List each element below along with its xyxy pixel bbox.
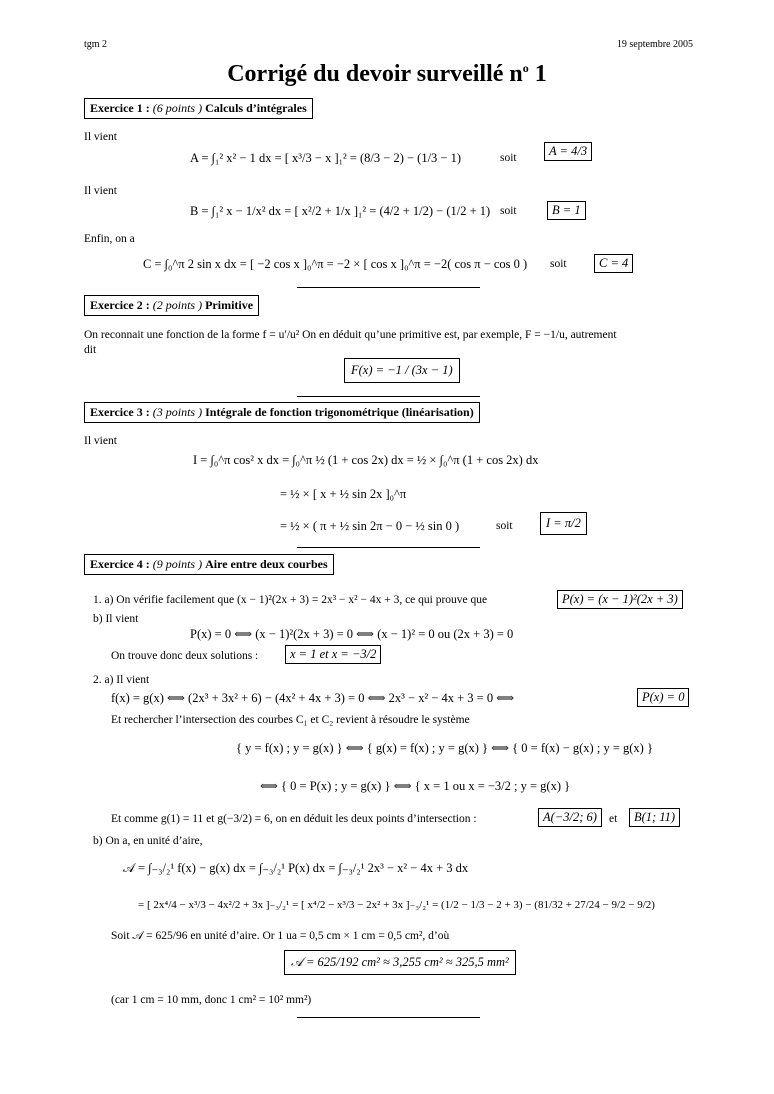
ex1-equation-c: C = ∫₀^π 2 sin x dx = [ −2 cos x ]₀^π = −2 × [ cos x ]₀^π = −2( cos π − cos 0 ) xyxy=(143,257,528,271)
ex4-result-2a: P(x) = 0 xyxy=(637,688,689,707)
ex2-result: F(x) = −1 / (3x − 1) xyxy=(344,358,460,383)
ex1-il-vient-2: Il vient xyxy=(84,185,117,197)
header-left: tgm 2 xyxy=(84,39,108,50)
ex4-points-text: Et comme g(1) = 11 et g(−3/2) = 6, on en déduit les deux points d’intersection : xyxy=(111,813,477,825)
ex4-q2b: b) On a, en unité d’aire, xyxy=(93,835,203,847)
ex2-text-line-1: On reconnait une fonction de la forme f = u′/u² On en déduit qu’une primitive est, par exemple, F = −1/u, autrement xyxy=(84,329,617,341)
ex1-result-a: A = 4/3 xyxy=(544,142,592,161)
ex2-text-line-2: dit xyxy=(84,344,97,356)
ex4-result-1a: P(x) = (x − 1)²(2x + 3) xyxy=(557,590,683,609)
ex3-soit: soit xyxy=(496,520,513,532)
section-divider xyxy=(297,1017,480,1018)
ex4-point-a: A(−3/2; 6) xyxy=(538,808,602,827)
ex4-equation-2a: f(x) = g(x) ⟺ (2x³ + 3x² + 6) − (4x² + 4x + 3) = 0 ⟺ 2x³ − x² − 4x + 3 = 0 ⟺ xyxy=(111,691,515,705)
ex4-intersection-text: Et rechercher l’intersection des courbes C₁ et C₂ revient à résoudre le système xyxy=(111,714,470,726)
exercise-3-heading: Exercice 3 : (3 points ) Intégrale de fonction trigonométrique (linéarisation) xyxy=(84,402,480,423)
exercise-4-heading: Exercice 4 : (9 points ) Aire entre deux courbes xyxy=(84,554,334,575)
ex4-q2a: 2. a) Il vient xyxy=(93,674,150,686)
ex4-et: et xyxy=(609,813,618,825)
page-title: Corrigé du devoir surveillé $n^o$ 1 xyxy=(227,61,547,87)
ex3-line-1: I = ∫₀^π cos² x dx = ∫₀^π ½ (1 + cos 2x) dx = ½ × ∫₀^π (1 + cos 2x) dx xyxy=(193,453,539,467)
ex1-soit-a: soit xyxy=(500,152,517,164)
exercise-1-heading: Exercice 1 : (6 points ) Calculs d’intégrales xyxy=(84,98,313,119)
ex1-soit-c: soit xyxy=(550,258,567,270)
ex4-area-line-1: 𝒜 = ∫₋₃/₂¹ f(x) − g(x) dx = ∫₋₃/₂¹ P(x) dx = ∫₋₃/₂¹ 2x³ − x² − 4x + 3 dx xyxy=(123,861,469,875)
ex3-line-3: = ½ × ( π + ½ sin 2π − 0 − ½ sin 0 ) xyxy=(280,519,460,533)
ex4-soit-text: Soit 𝒜 = 625/96 en unité d’aire. Or 1 ua = 0,5 cm × 1 cm = 0,5 cm², d’où xyxy=(111,930,450,942)
ex1-equation-a: A = ∫₁² x² − 1 dx = [ x³/3 − x ]₁² = (8/3 − 2) − (1/3 − 1) xyxy=(190,151,462,165)
ex4-area-result: 𝒜 = 625/192 cm² ≈ 3,255 cm² ≈ 325,5 mm² xyxy=(284,950,516,975)
ex1-il-vient-1: Il vient xyxy=(84,131,117,143)
ex3-line-2: = ½ × [ x + ½ sin 2x ]₀^π xyxy=(280,487,407,501)
ex4-system-2: ⟺ { 0 = P(x) ; y = g(x) } ⟺ { x = 1 ou x = −3/2 ; y = g(x) } xyxy=(260,779,571,793)
ex1-equation-b: B = ∫₁² x − 1/x² dx = [ x²/2 + 1/x ]₁² = (4/2 + 1/2) − (1/2 + 1) xyxy=(190,204,491,218)
ex4-solutions-text: On trouve donc deux solutions : xyxy=(111,650,259,662)
ex3-result: I = π/2 xyxy=(540,512,587,535)
ex1-result-b: B = 1 xyxy=(547,201,586,220)
ex4-area-line-2: = [ 2x⁴/4 − x³/3 − 4x²/2 + 3x ]₋₃/₂¹ = [ x⁴/2 − x³/3 − 2x² + 3x ]₋₃/₂¹ = (1/2 − 1/3 − 2 + 3) − (81/32 + 27/24 − 9/2 − 9/2) xyxy=(138,899,655,911)
ex1-soit-b: soit xyxy=(500,205,517,217)
exercise-2-heading: Exercice 2 : (2 points ) Primitive xyxy=(84,295,259,316)
ex1-enfin: Enfin, on a xyxy=(84,233,135,245)
ex4-solutions-result: x = 1 et x = −3/2 xyxy=(285,645,381,664)
section-divider xyxy=(297,287,480,288)
section-divider xyxy=(297,547,480,548)
ex4-q1a: 1. a) On vérifie facilement que (x − 1)²(2x + 3) = 2x³ − x² − 4x + 3, ce qui prouve que xyxy=(93,594,488,606)
ex4-note: (car 1 cm = 10 mm, donc 1 cm² = 10² mm²) xyxy=(111,994,312,1006)
ex4-point-b: B(1; 11) xyxy=(629,808,680,827)
ex1-result-c: C = 4 xyxy=(594,254,633,273)
ex3-il-vient: Il vient xyxy=(84,435,117,447)
ex4-q1b: b) Il vient xyxy=(93,613,139,625)
section-divider xyxy=(297,396,480,397)
ex4-equation-1b: P(x) = 0 ⟺ (x − 1)²(2x + 3) = 0 ⟺ (x − 1)² = 0 ou (2x + 3) = 0 xyxy=(190,627,514,641)
ex4-system-1: { y = f(x) ; y = g(x) } ⟺ { g(x) = f(x) ; y = g(x) } ⟺ { 0 = f(x) − g(x) ; y = g(x) } xyxy=(236,741,653,755)
header-right: 19 septembre 2005 xyxy=(616,39,693,50)
